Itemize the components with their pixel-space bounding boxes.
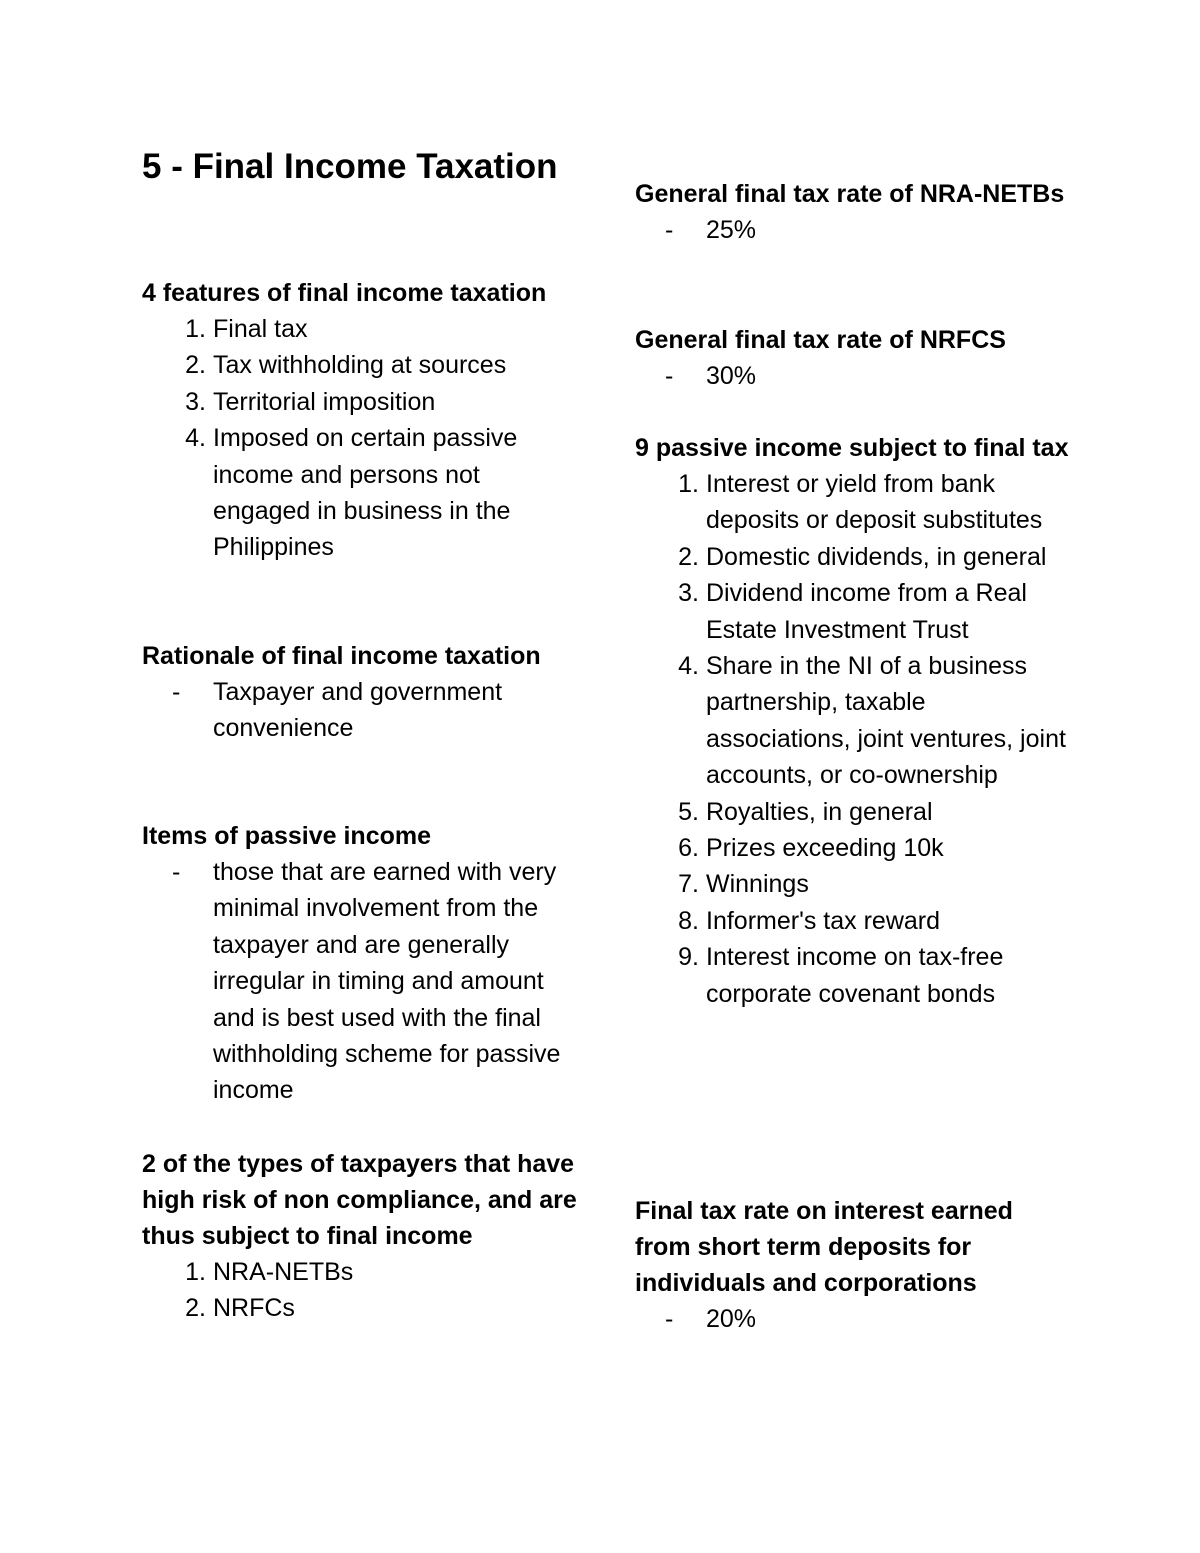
list-item: 1. Interest or yield from bank deposits or deposit substitutes — [678, 470, 1043, 535]
list-item: 9. Interest income on tax-free corporate covenant bonds — [678, 943, 1004, 1008]
list-item: - 20% — [665, 1305, 757, 1333]
list-item: 3. Dividend income from a Real Estate Investment Trust — [678, 579, 1027, 644]
section-heading: General final tax rate of NRA-NETBs — [635, 180, 1065, 208]
nrfc-rate-list — [635, 358, 1075, 394]
list-item: 3. Territorial imposition — [185, 387, 436, 416]
list-item: 7. Winnings — [678, 870, 809, 899]
section-heading: Rationale of final income taxation — [142, 642, 541, 670]
rationale-list — [142, 674, 582, 747]
section-passive-income-list — [635, 430, 1075, 1012]
section-rationale — [142, 638, 582, 747]
section-nrfc-rate — [635, 322, 1075, 394]
section-heading: 2 of the types of taxpayers that have high risk of non compliance, and are thus subject to final income — [142, 1150, 577, 1250]
list-item: 4. Imposed on certain passive income and persons not engaged in business in the Philippines — [185, 424, 518, 562]
list-item: 2. Domestic dividends, in general — [678, 542, 1047, 571]
passive-list — [142, 854, 582, 1109]
short-term-rate-list — [635, 1301, 1075, 1337]
list-item: - those that are earned with very minimal involvement from the taxpayer and are generally irregular in timing and amount and is best used with the final withholding scheme for passive income — [172, 858, 561, 1105]
list-item: 5. Royalties, in general — [678, 797, 933, 826]
list-item: 4. Share in the NI of a business partnership, taxable associations, joint ventures, joint accounts, or co-ownership — [678, 652, 1066, 790]
list-item: 6. Prizes exceeding 10k — [678, 834, 944, 863]
section-heading: 4 features of final income taxation — [142, 279, 547, 307]
page-title: 5 - Final Income Taxation — [142, 147, 558, 186]
features-list — [142, 311, 582, 566]
list-item: - 25% — [665, 216, 757, 244]
list-item: 8. Informer's tax reward — [678, 906, 941, 935]
section-features — [142, 275, 582, 566]
passive-income-list — [635, 466, 1075, 1012]
section-heading: General final tax rate of NRFCS — [635, 326, 1006, 354]
list-item: 2. NRFCs — [185, 1294, 295, 1323]
list-item: 1. NRA-NETBs — [185, 1258, 354, 1286]
nra-rate-list — [635, 212, 1075, 248]
list-item: - Taxpayer and government convenience — [172, 678, 503, 743]
section-passive-income — [142, 818, 582, 1109]
section-taxpayers — [142, 1146, 582, 1327]
list-item: 1. Final tax — [185, 315, 308, 343]
section-heading: Items of passive income — [142, 822, 432, 850]
list-item: - 30% — [665, 362, 757, 390]
section-nra-rate — [635, 176, 1075, 248]
list-item: 2. Tax withholding at sources — [185, 351, 507, 380]
section-heading: Final tax rate on interest earned from short term deposits for individuals and corporations — [635, 1197, 1013, 1297]
taxpayers-list — [142, 1254, 582, 1327]
section-heading: 9 passive income subject to final tax — [635, 434, 1069, 462]
section-short-term-rate — [635, 1193, 1075, 1337]
